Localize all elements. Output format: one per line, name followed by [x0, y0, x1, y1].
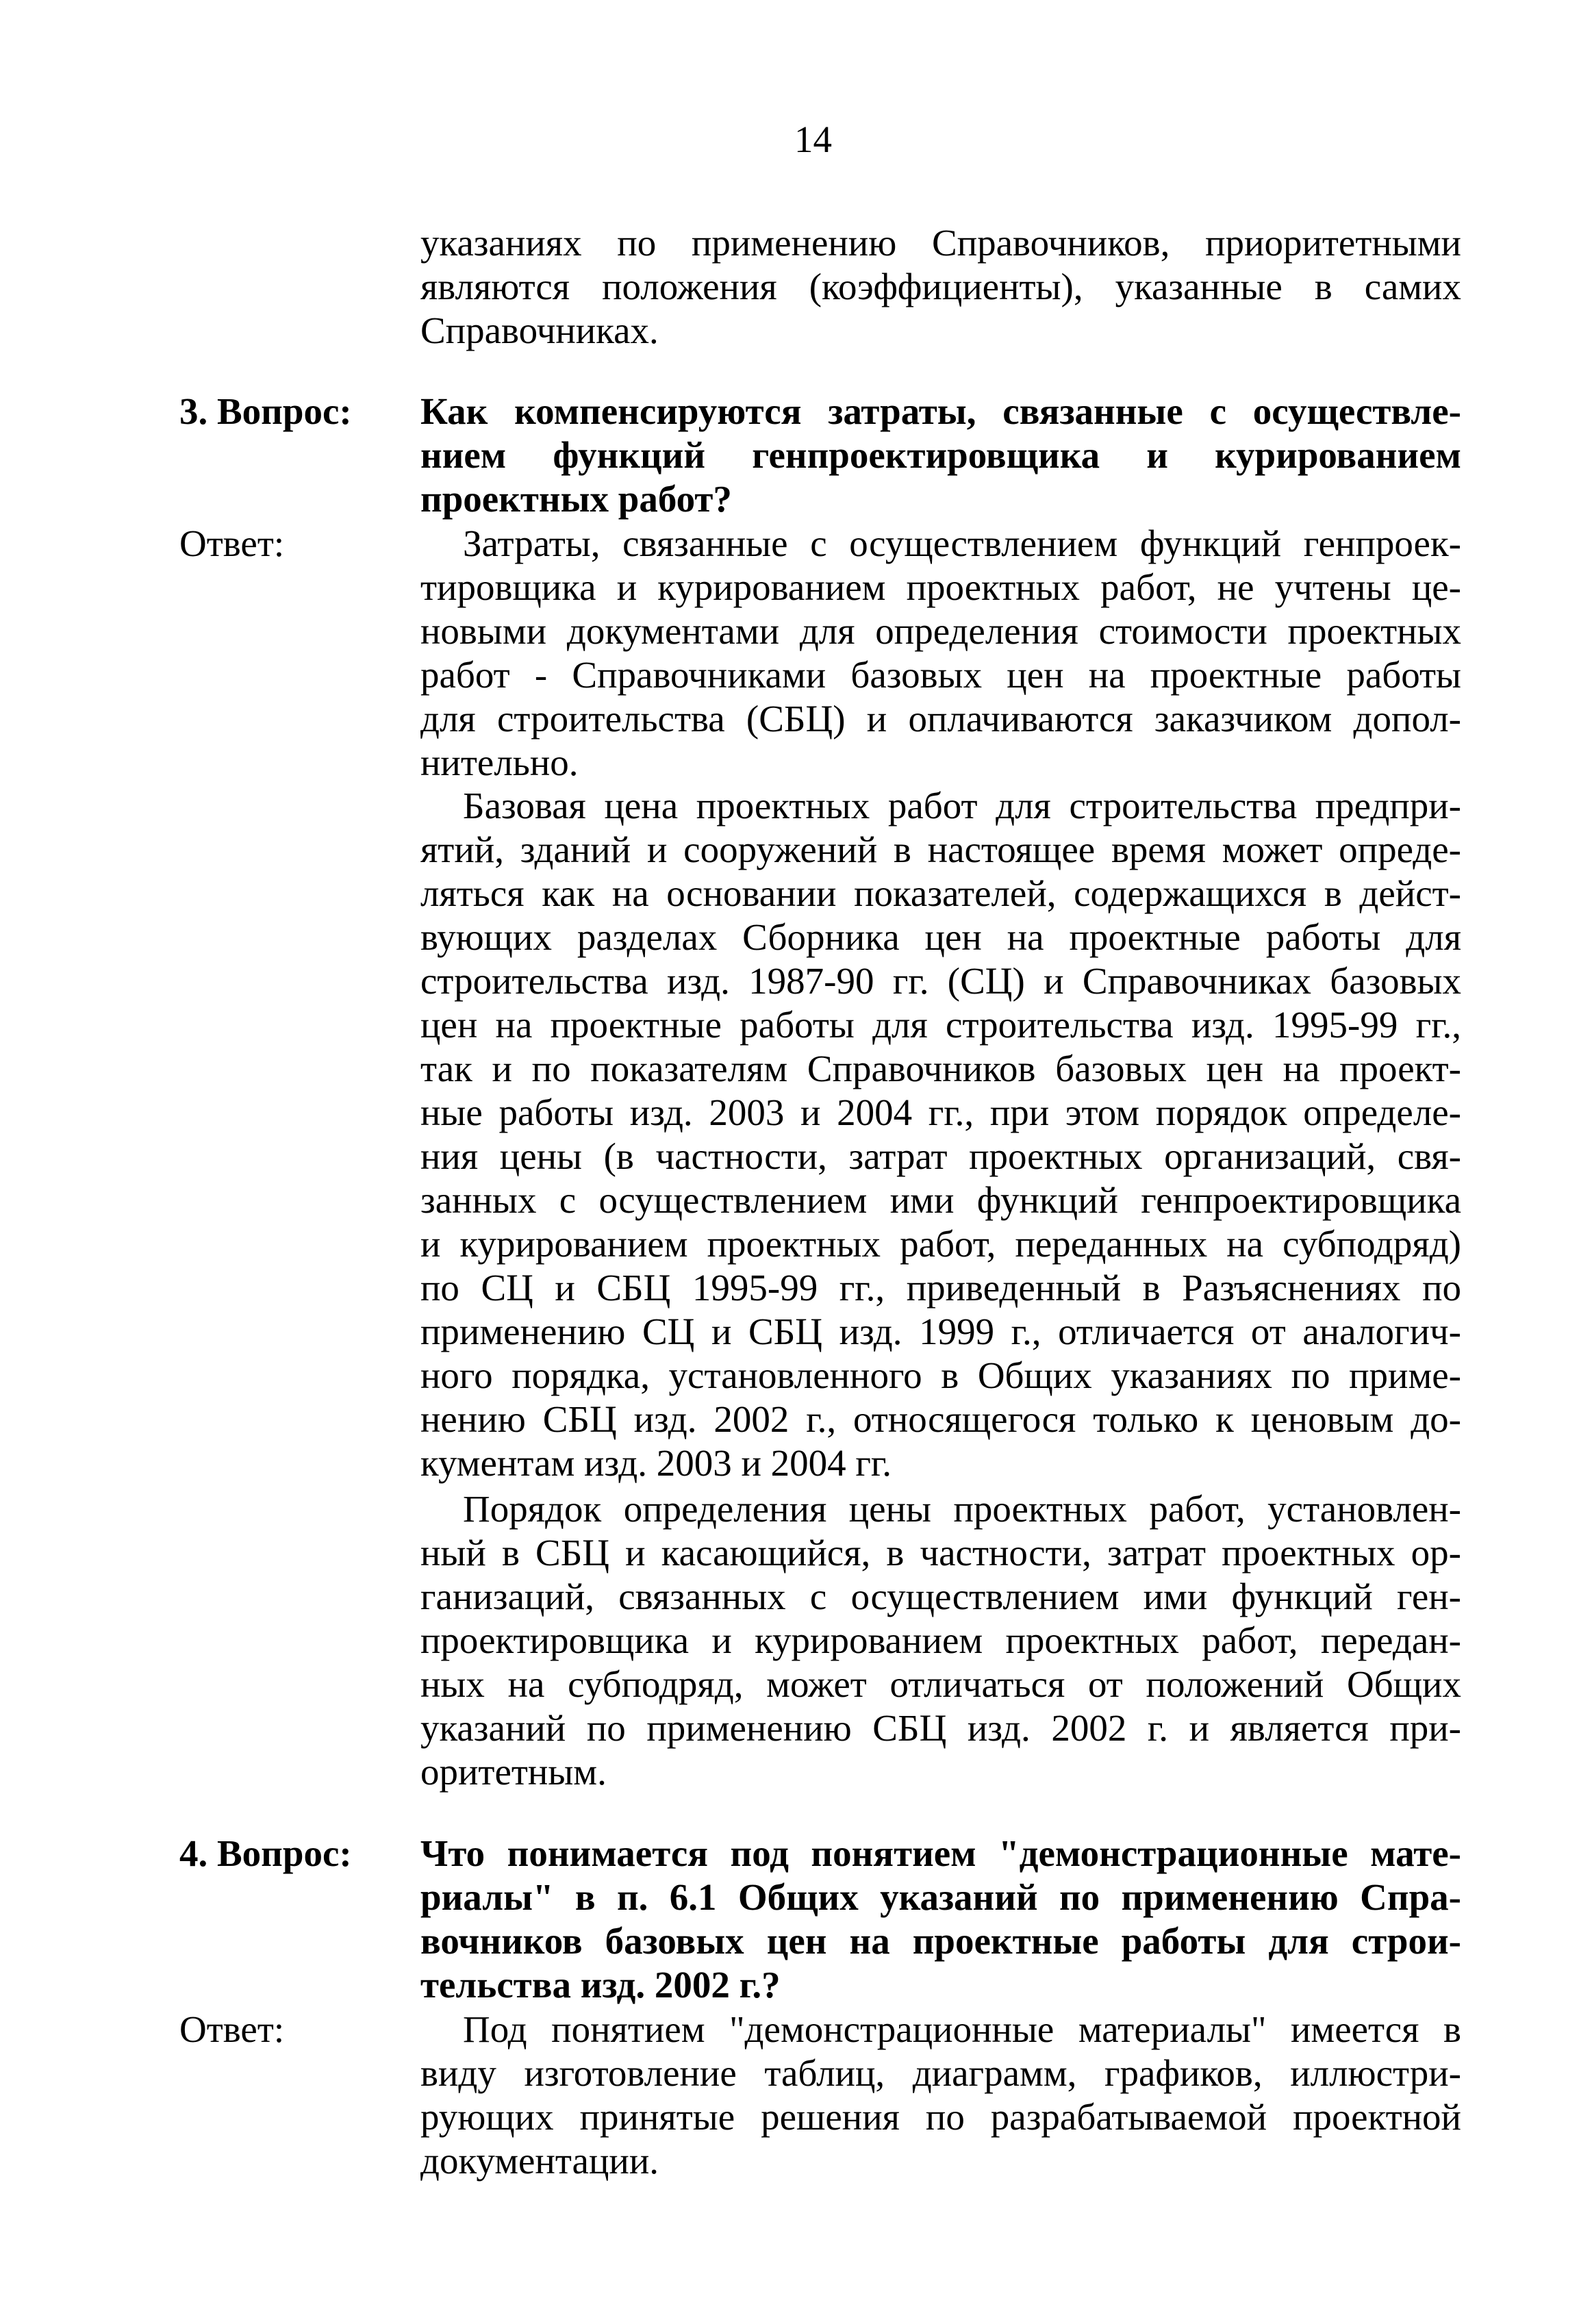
text-line: Базовая цена проектных работ для строительства предпри- — [463, 785, 1461, 826]
answer-3-paragraph-1 — [420, 522, 1461, 785]
text-line: так и по показателям Справочников базовых цен на проект- — [420, 1048, 1461, 1089]
question-4-label: 4. Вопрос: — [179, 1832, 352, 1874]
text-line: документации. — [420, 2140, 659, 2182]
text-line: рующих принятые решения по разрабатываемой проектной — [420, 2096, 1461, 2138]
text-line: указаний по применению СБЦ изд. 2002 г. и является при- — [420, 1707, 1461, 1749]
text-line: ятий, зданий и сооружений в настоящее время может опреде- — [420, 829, 1461, 870]
text-line: Порядок определения цены проектных работ, установлен- — [463, 1488, 1461, 1530]
text-line: по СЦ и СБЦ 1995-99 гг., приведенный в Разъяснениях по — [420, 1267, 1461, 1309]
text-line: Затраты, связанные с осуществлением функций генпроек- — [463, 522, 1461, 564]
question-4-text — [420, 1832, 1461, 2007]
text-line: строительства изд. 1987-90 гг. (СЦ) и Справочниках базовых — [420, 960, 1461, 1002]
text-line: тельства изд. 2002 г.? — [420, 1964, 781, 2006]
text-line: риалы" в п. 6.1 Общих указаний по применению Спра- — [420, 1876, 1461, 1918]
answer-4-label: Ответ: — [179, 2008, 285, 2050]
text-line: цен на проектные работы для строительства изд. 1995-99 гг., — [420, 1004, 1461, 1046]
text-line: новыми документами для определения стоимости проектных — [420, 610, 1461, 652]
text-line: указаниях по применению Справочников, приоритетными — [420, 222, 1461, 264]
text-line: ного порядка, установленного в Общих указаниях по приме- — [420, 1354, 1461, 1396]
text-line: и курированием проектных работ, переданных на субподряд) — [420, 1223, 1461, 1265]
page-number: 14 — [794, 118, 832, 160]
question-3-text — [420, 390, 1461, 521]
text-line: тировщика и курированием проектных работ, не учтены це- — [420, 566, 1461, 608]
text-line: проектировщика и курированием проектных работ, передан- — [420, 1619, 1461, 1661]
text-line: вочников базовых цен на проектные работы для строи- — [420, 1920, 1461, 1962]
text-line: нению СБЦ изд. 2002 г., относящегося только к ценовым до- — [420, 1398, 1461, 1440]
text-line: Что понимается под понятием "демонстрационные мате- — [420, 1832, 1461, 1874]
text-line: ный в СБЦ и касающийся, в частности, затрат проектных ор- — [420, 1532, 1461, 1574]
text-line: виду изготовление таблиц, диаграмм, графиков, иллюстри- — [420, 2052, 1461, 2094]
text-line: оритетным. — [420, 1751, 607, 1793]
text-line: проектных работ? — [420, 478, 732, 520]
text-line: ные работы изд. 2003 и 2004 гг., при этом порядок определе- — [420, 1091, 1461, 1133]
question-3-label: 3. Вопрос: — [179, 390, 352, 432]
text-line: ных на субподряд, может отличаться от положений Общих — [420, 1663, 1461, 1705]
text-line: для строительства (СБЦ) и оплачиваются заказчиком допол- — [420, 698, 1461, 740]
text-line: вующих разделах Сборника цен на проектные работы для — [420, 916, 1461, 958]
text-line: являются положения (коэффициенты), указанные в самих — [420, 266, 1461, 307]
text-line: Под понятием "демонстрационные материалы" имеется в — [463, 2008, 1461, 2050]
answer-3-paragraph-2 — [420, 784, 1461, 1485]
text-line: ния цены (в частности, затрат проектных организаций, свя- — [420, 1135, 1461, 1177]
text-line: применению СЦ и СБЦ изд. 1999 г., отличается от аналогич- — [420, 1311, 1461, 1352]
text-line: нительно. — [420, 742, 579, 783]
text-line: Как компенсируются затраты, связанные с осуществле- — [420, 390, 1461, 432]
text-line: кументам изд. 2003 и 2004 гг. — [420, 1442, 892, 1484]
text-line: занных с осуществлением ими функций генпроектировщика — [420, 1179, 1461, 1221]
text-line: нием функций генпроектировщика и курированием — [420, 434, 1461, 476]
text-line: работ - Справочниками базовых цен на проектные работы — [420, 654, 1461, 696]
answer-3-label: Ответ: — [179, 522, 285, 564]
text-line: ганизаций, связанных с осуществлением ими функций ген- — [420, 1576, 1461, 1617]
answer-4-paragraph — [420, 2008, 1461, 2183]
intro-paragraph — [420, 221, 1461, 353]
text-line: Справочниках. — [420, 310, 659, 351]
text-line: ляться как на основании показателей, содержащихся в дейст- — [420, 872, 1461, 914]
answer-3-paragraph-3 — [420, 1487, 1461, 1794]
